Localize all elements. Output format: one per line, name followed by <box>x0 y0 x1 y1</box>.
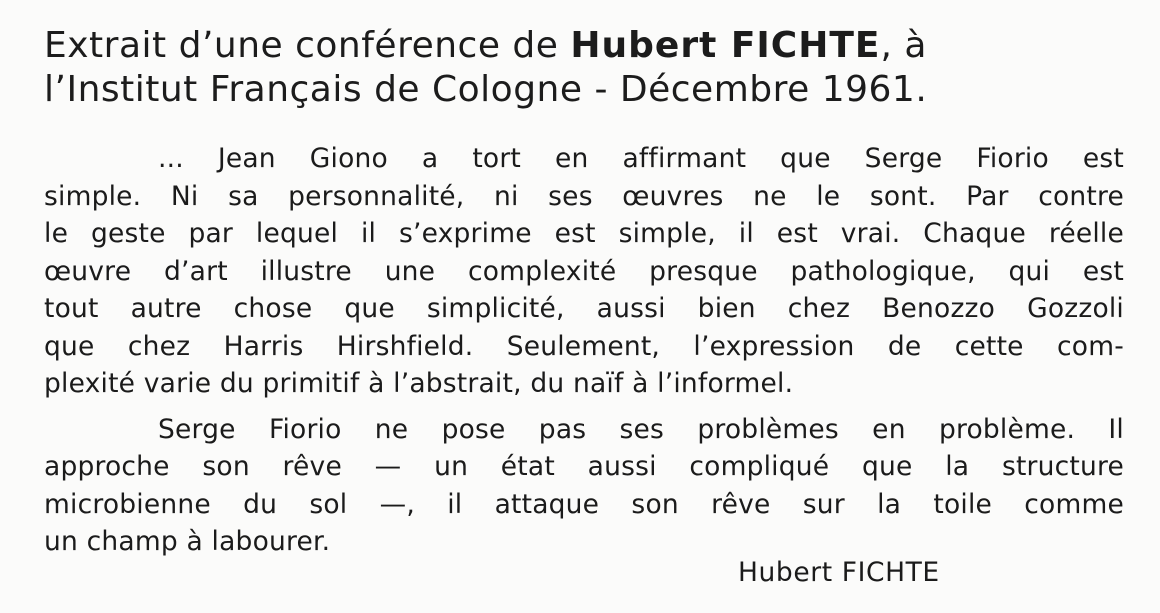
paragraph-line: le geste par lequel il s’exprime est simple, il est vrai. Chaque réelle <box>44 218 1124 249</box>
paragraph-line: plexité varie du primitif à l’abstrait, du naïf à l’informel. <box>44 368 794 399</box>
heading-prefix: Extrait d’une conférence de <box>44 25 571 66</box>
paragraph-line: Serge Fiorio ne pose pas ses problèmes en problème. Il <box>158 413 1124 445</box>
paragraph-1 <box>44 140 1124 403</box>
document-heading <box>44 24 1124 112</box>
paragraph-line: approche son rêve — un état aussi compliqué que la structure <box>44 451 1124 482</box>
heading-line-1 <box>44 24 1124 68</box>
heading-suffix: , à <box>880 25 927 66</box>
paragraph-line: simple. Ni sa personnalité, ni ses œuvres ne le sont. Par contre <box>44 180 1124 212</box>
paragraph-line: œuvre d’art illustre une complexité presque pathologique, qui est <box>44 255 1124 287</box>
paragraph-2 <box>44 411 1124 561</box>
paragraph-line: tout autre chose que simplicité, aussi bien chez Benozzo Gozzoli <box>44 293 1124 324</box>
signature: Hubert FICHTE <box>738 557 940 588</box>
document-body <box>44 140 1124 561</box>
paragraph-line: un champ à labourer. <box>44 526 331 557</box>
heading-author-name: Hubert FICHTE <box>570 25 881 66</box>
heading-line-2: l’Institut Français de Cologne - Décembre 1961. <box>44 69 928 110</box>
paragraph-line: ... Jean Giono a tort en affirmant que Serge Fiorio est <box>158 143 1124 174</box>
paragraph-line: que chez Harris Hirshfield. Seulement, l’expression de cette com- <box>44 330 1124 362</box>
paragraph-line: microbienne du sol —, il attaque son rêve sur la toile comme <box>44 488 1124 520</box>
